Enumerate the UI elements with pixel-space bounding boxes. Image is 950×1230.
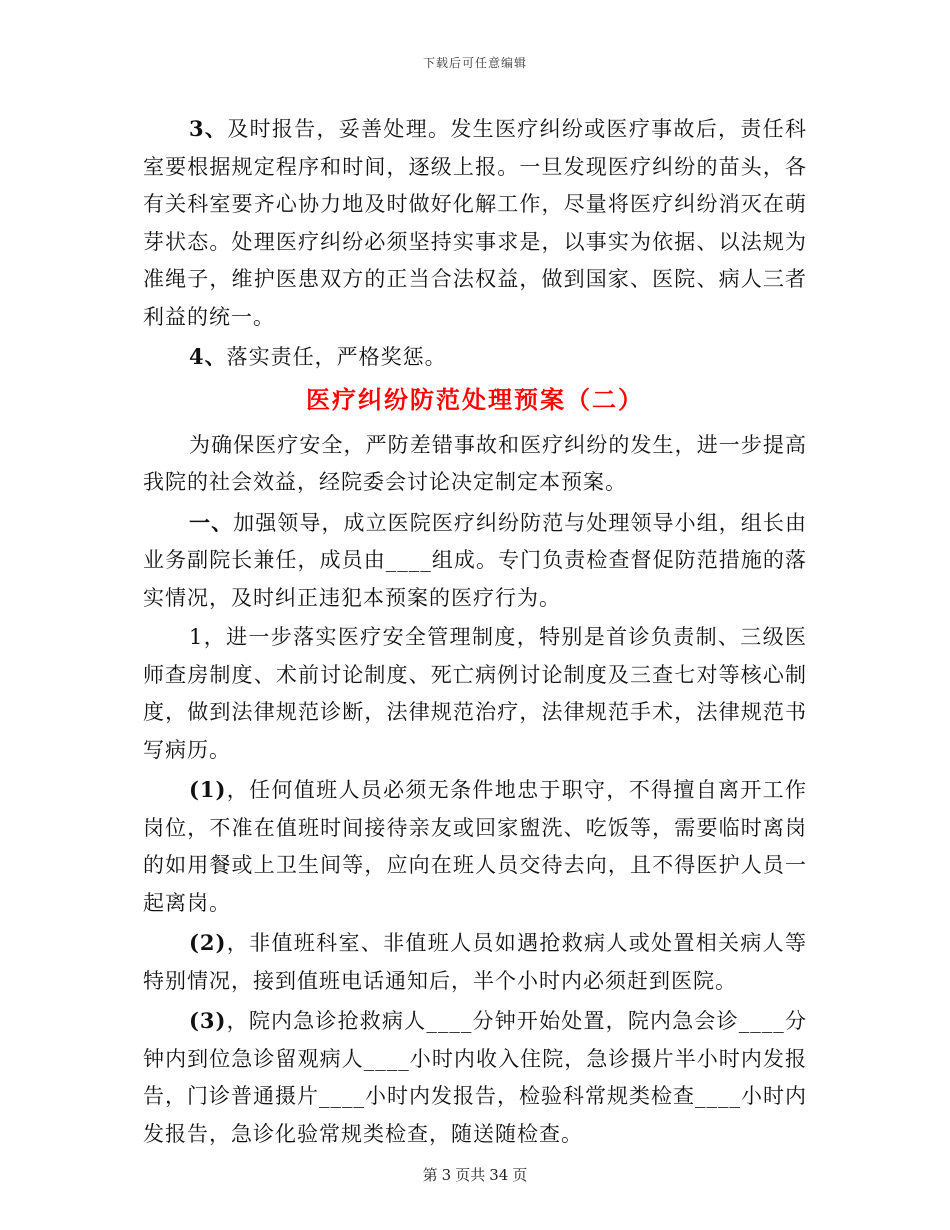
document-body — [143, 110, 807, 1155]
paragraph-text: 落实责任，严格奖惩。 — [226, 345, 447, 369]
paragraph-text: 加强领导，成立医院医疗纠纷防范与处理领导小组，组长由业务副院长兼任，成员由____组成。专门负责检查督促防范措施的落实情况，及时纠正违犯本预案的医疗行为。 — [143, 510, 808, 610]
paragraph-text: ，非值班科室、非值班人员如遇抢救病人或处置相关病人等特别情况，接到值班电话通知后，半个小时内必须赶到医院。 — [143, 931, 807, 993]
item-number: 4、 — [189, 344, 227, 369]
paragraph-4 — [143, 338, 807, 377]
paragraph-text: 为确保医疗安全，严防差错事故和医疗纠纷的发生，进一步提高我院的社会效益，经院委会讨论决定制定本预案。 — [143, 432, 807, 494]
item-number: 3、 — [189, 116, 228, 141]
paragraph-text: 1，进一步落实医疗安全管理制度，特别是首诊负责制、三级医师查房制度、术前讨论制度、死亡病例讨论制度及三查七对等核心制度，做到法律规范诊断，法律规范治疗，法律规范手术，法律规范书写病历。 — [143, 625, 807, 762]
paragraph-intro — [143, 427, 807, 502]
footer-middle: 页共 — [455, 1166, 486, 1184]
page-total: 34 — [489, 1166, 509, 1184]
page-number: 3 — [441, 1166, 452, 1184]
subitem-number: (2) — [189, 930, 227, 955]
paragraph-subitem-3 — [143, 1002, 807, 1153]
footer-prefix: 第 — [422, 1166, 438, 1184]
header-note: 下载后可任意编辑 — [422, 56, 527, 70]
page-footer — [0, 1164, 950, 1185]
section-title: 医疗纠纷防范处理预案（二） — [306, 384, 644, 414]
paragraph-text: ，院内急诊抢救病人____分钟开始处置，院内急会诊____分钟内到位急诊留观病人____小时内收入住院，急诊摄片半小时内发报告，门诊普通摄片____小时内发报告，检验科常规类检查____小时内发报告，急诊化验常规类检查，随送随检查。 — [143, 1009, 807, 1146]
paragraph-item-1 — [143, 619, 807, 769]
paragraph-subitem-1 — [143, 771, 807, 922]
paragraph-3 — [143, 110, 807, 336]
paragraph-text: 及时报告，妥善处理。发生医疗纠纷或医疗事故后，责任科室要根据规定程序和时间，逐级上报。一旦发现医疗纠纷的苗头，各有关科室要齐心协力地及时做好化解工作，尽量将医疗纠纷消灭在萌芽状态。处理医疗纠纷必须坚持实事求是，以事实为依据、以法规为准绳子，维护医患双方的正当合法权益，做到国家、医院、病人三者利益的统一。 — [143, 117, 807, 329]
subitem-number: (3) — [189, 1008, 227, 1033]
paragraph-text: ，任何值班人员必须无条件地忠于职守，不得擅自离开工作岗位，不准在值班时间接待亲友或回家盥洗、吃饭等，需要临时离岗的如用餐或上卫生间等，应向在班人员交待去向，且不得医护人员一起离岗。 — [143, 778, 807, 915]
footer-suffix: 页 — [512, 1166, 528, 1184]
section-number: 一、 — [189, 509, 234, 535]
paragraph-section-1 — [143, 504, 807, 618]
subitem-number: (1) — [189, 777, 227, 802]
paragraph-subitem-2 — [143, 924, 807, 1000]
